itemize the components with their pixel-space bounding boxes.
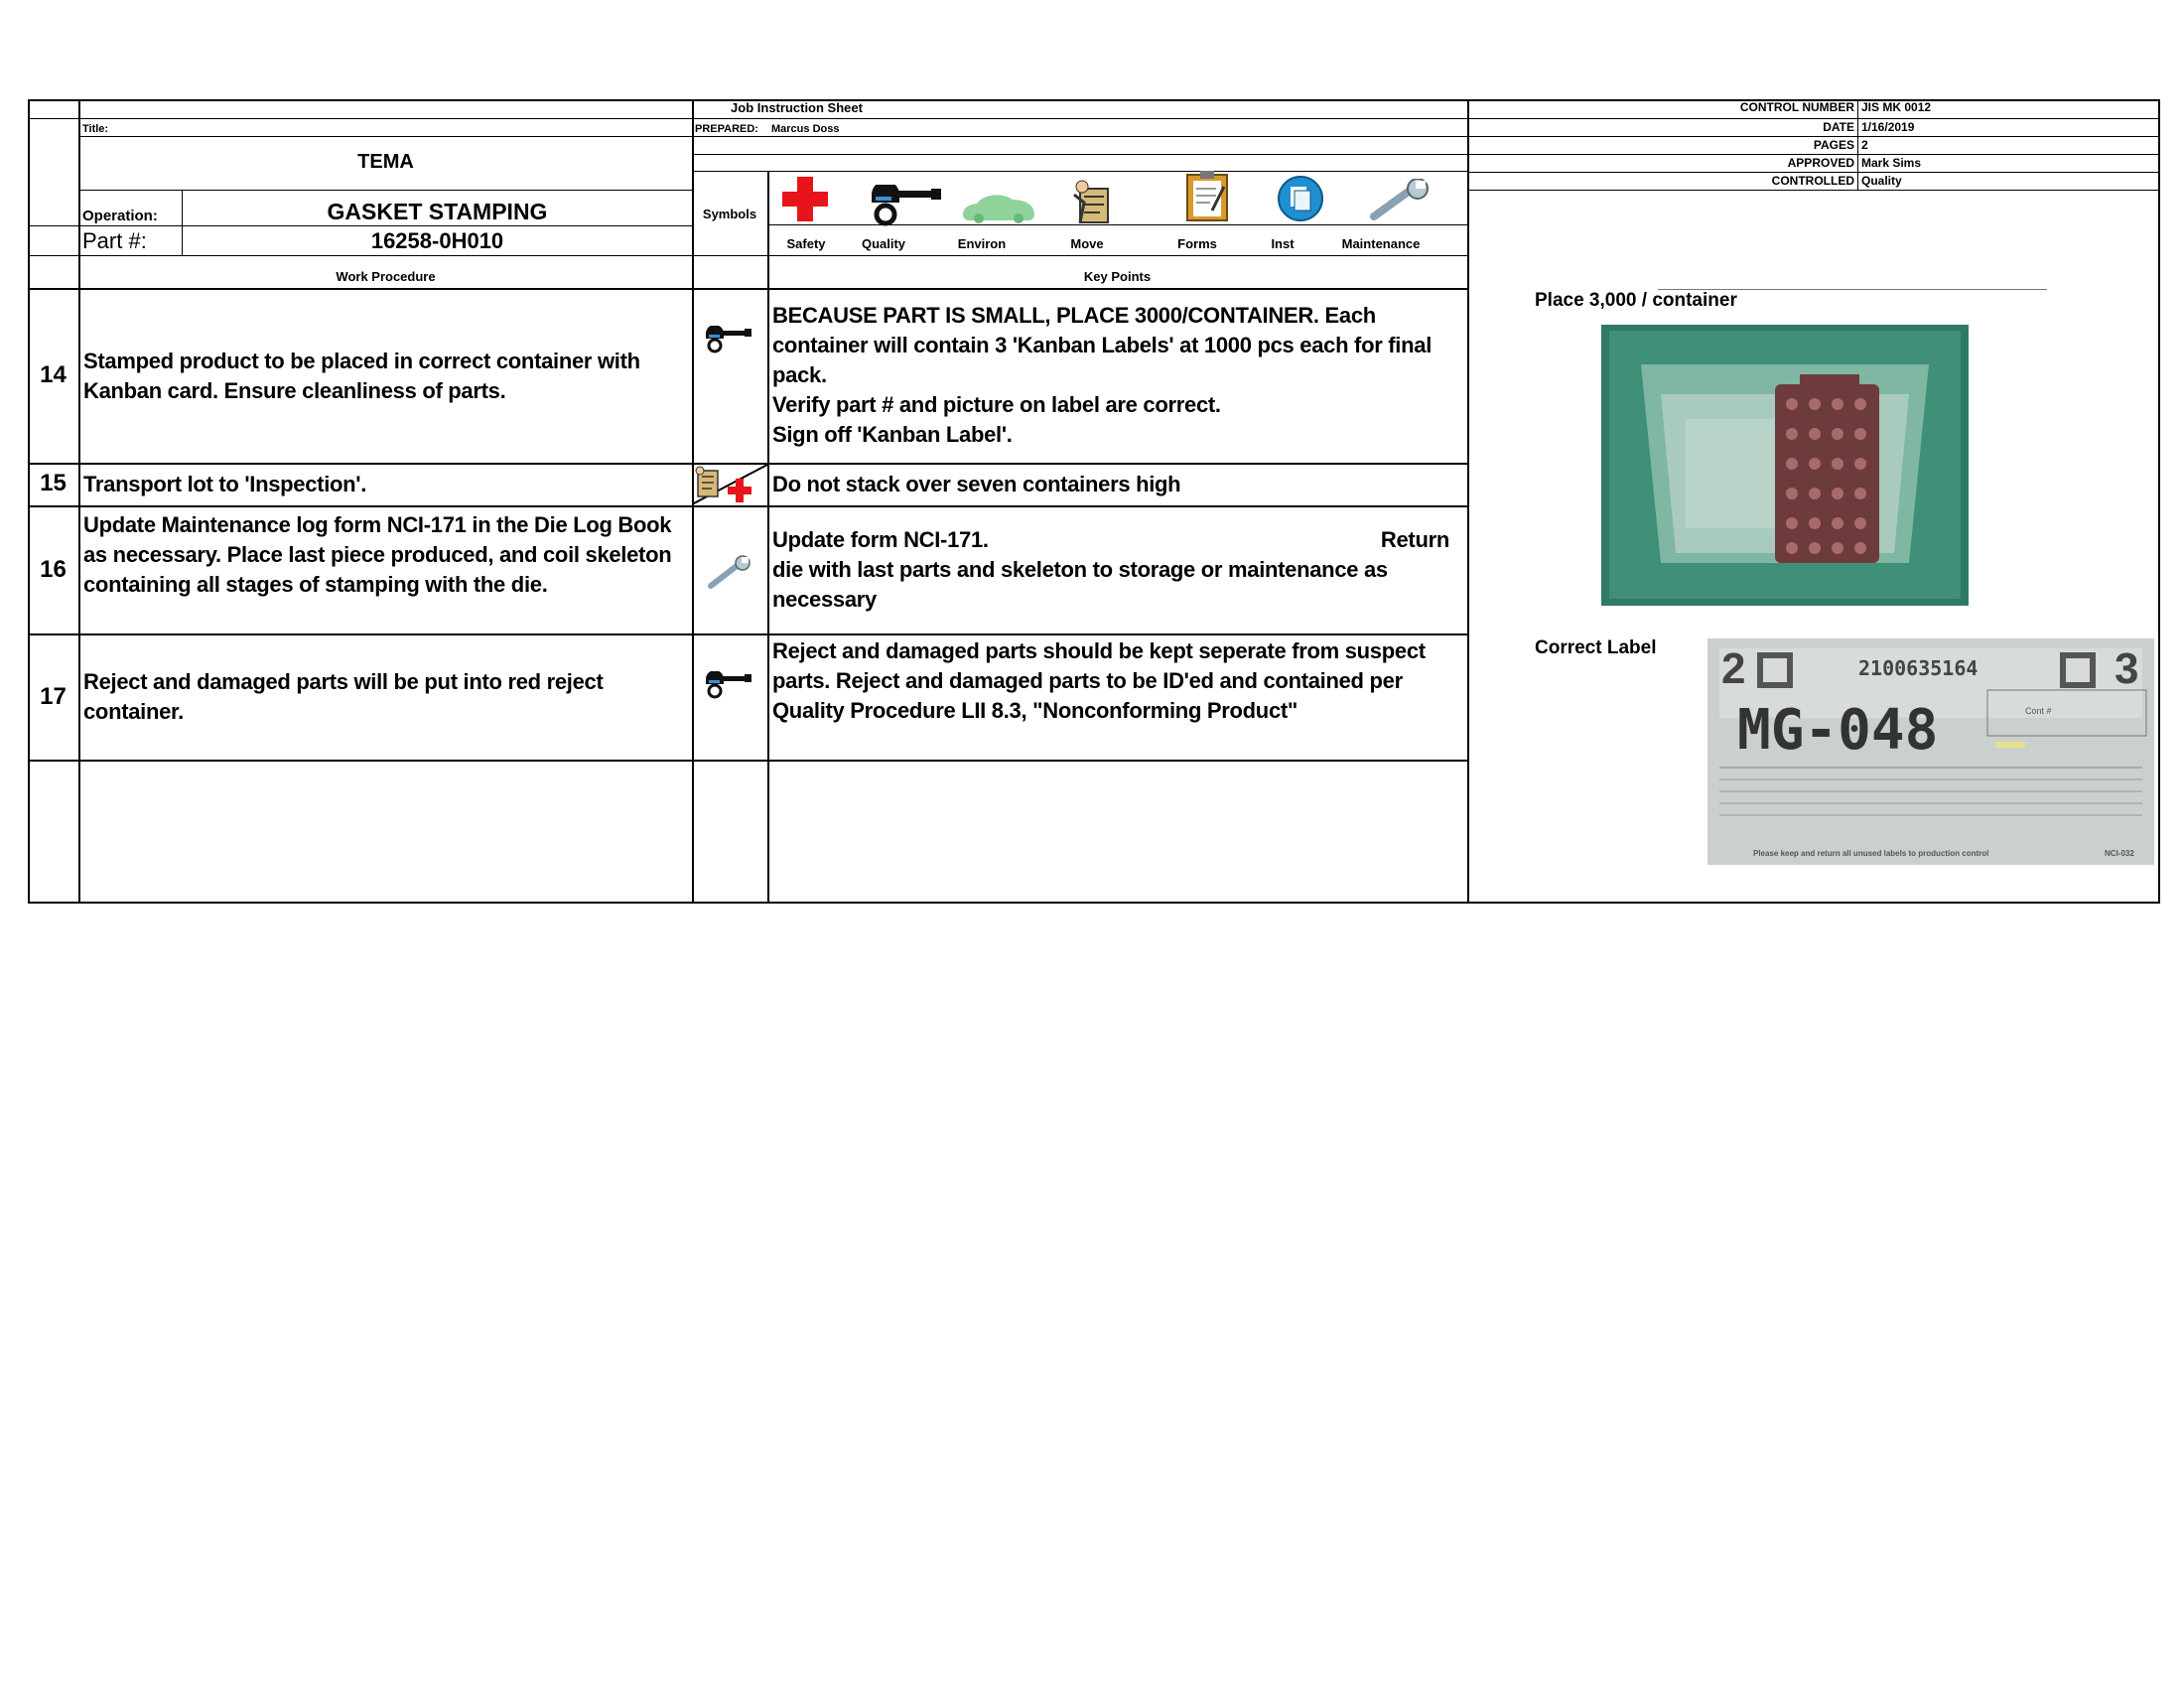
safety-icon — [780, 175, 830, 227]
approved-label: APPROVED — [1787, 156, 1854, 170]
step-14-number: 14 — [40, 361, 67, 388]
legend-safety: Safety — [786, 236, 826, 251]
label-left-digit: 2 — [1721, 644, 1746, 693]
step-17-quality-icon — [702, 671, 753, 704]
step-15-key-point: Do not stack over seven containers high — [772, 472, 1181, 496]
legend-forms: Forms — [1177, 236, 1217, 251]
step-17-number: 17 — [40, 683, 67, 710]
step-14-quality-icon — [702, 326, 753, 358]
label-footer: Please keep and return all unused labels to production control — [1753, 849, 1989, 858]
step-15-symbol-cell — [692, 465, 767, 509]
step-14-key-point-2: Verify part # and picture on label are correct. — [772, 392, 1221, 417]
step-16-key-point-2: Return — [1380, 527, 1449, 552]
move-icon — [1068, 177, 1118, 233]
step-16-key-point-1: Update form NCI-171. — [772, 527, 989, 552]
label-right-digit: 3 — [2115, 644, 2139, 693]
container-photo — [1601, 325, 1969, 606]
part-label: Part #: — [82, 228, 147, 253]
step-16-procedure: Update Maintenance log form NCI-171 in the Die Log Book as necessary. Place last piece produced, and coil skeleton containing all stages of stamping with the die. — [83, 512, 672, 597]
label-footer-code: NCI-032 — [2105, 849, 2134, 858]
label-caption: Correct Label — [1535, 637, 1657, 658]
control-number-label: CONTROL NUMBER — [1739, 100, 1854, 114]
date-value: 1/16/2019 — [1861, 120, 1915, 134]
maintenance-icon — [1368, 179, 1433, 227]
controlled-value: Quality — [1861, 174, 1902, 188]
operation-value: GASKET STAMPING — [327, 199, 548, 224]
pages-value: 2 — [1861, 138, 1868, 152]
label-cont: Cont # — [2025, 706, 2052, 716]
step-15-number: 15 — [40, 470, 67, 496]
step-14-procedure: Stamped product to be placed in correct container with Kanban card. Ensure cleanliness of parts. — [83, 349, 640, 403]
forms-icon — [1184, 169, 1230, 227]
legend-environ: Environ — [957, 236, 1007, 251]
key-points-header: Key Points — [1083, 269, 1152, 284]
step-15-procedure: Transport lot to 'Inspection'. — [83, 472, 367, 496]
legend-maintenance: Maintenance — [1341, 236, 1421, 251]
environ-icon — [959, 189, 1038, 229]
controlled-label: CONTROLLED — [1771, 174, 1854, 188]
kanban-label-photo — [1707, 638, 2154, 865]
title-label: Title: — [82, 123, 109, 135]
label-code: MG-048 — [1737, 698, 1939, 763]
step-17-procedure: Reject and damaged parts will be put into red reject container. — [83, 669, 604, 724]
step-16-maintenance-icon — [707, 554, 752, 595]
step-16-number: 16 — [40, 556, 67, 583]
step-17-key-point: Reject and damaged parts should be kept seperate from suspect parts. Reject and damaged parts to be ID'ed and contained per Quality Procedure LII 8.3, "Nonconforming Product" — [772, 638, 1426, 723]
legend-move: Move — [1070, 236, 1104, 251]
symbols-label: Symbols — [702, 207, 757, 221]
prepared-label: PREPARED: — [695, 123, 758, 135]
inst-icon — [1277, 175, 1324, 227]
control-number-value: JIS MK 0012 — [1861, 100, 1932, 114]
date-label: DATE — [1823, 120, 1854, 134]
container-caption: Place 3,000 / container — [1535, 290, 1737, 311]
approved-value: Mark Sims — [1861, 156, 1922, 170]
label-serial: 2100635164 — [1858, 656, 1979, 680]
title-value: TEMA — [357, 151, 414, 173]
step-16-key-point-3: die with last parts and skeleton to storage or maintenance as necessary — [772, 557, 1388, 612]
legend-quality: Quality — [861, 236, 906, 251]
pages-label: PAGES — [1813, 138, 1854, 152]
operation-label: Operation: — [82, 208, 158, 224]
quality-icon — [866, 185, 943, 231]
sheet-title: Job Instruction Sheet — [731, 100, 863, 115]
step-14-key-point-1: BECAUSE PART IS SMALL, PLACE 3000/CONTAINER. Each container will contain 3 'Kanban Labels' at 1000 pcs each for final pack. — [772, 303, 1433, 387]
legend-inst: Inst — [1271, 236, 1295, 251]
step-14-key-point-3: Sign off 'Kanban Label'. — [772, 422, 1013, 447]
prepared-value: Marcus Doss — [771, 123, 840, 135]
part-value: 16258-0H010 — [370, 228, 504, 253]
work-procedure-header: Work Procedure — [336, 269, 436, 284]
